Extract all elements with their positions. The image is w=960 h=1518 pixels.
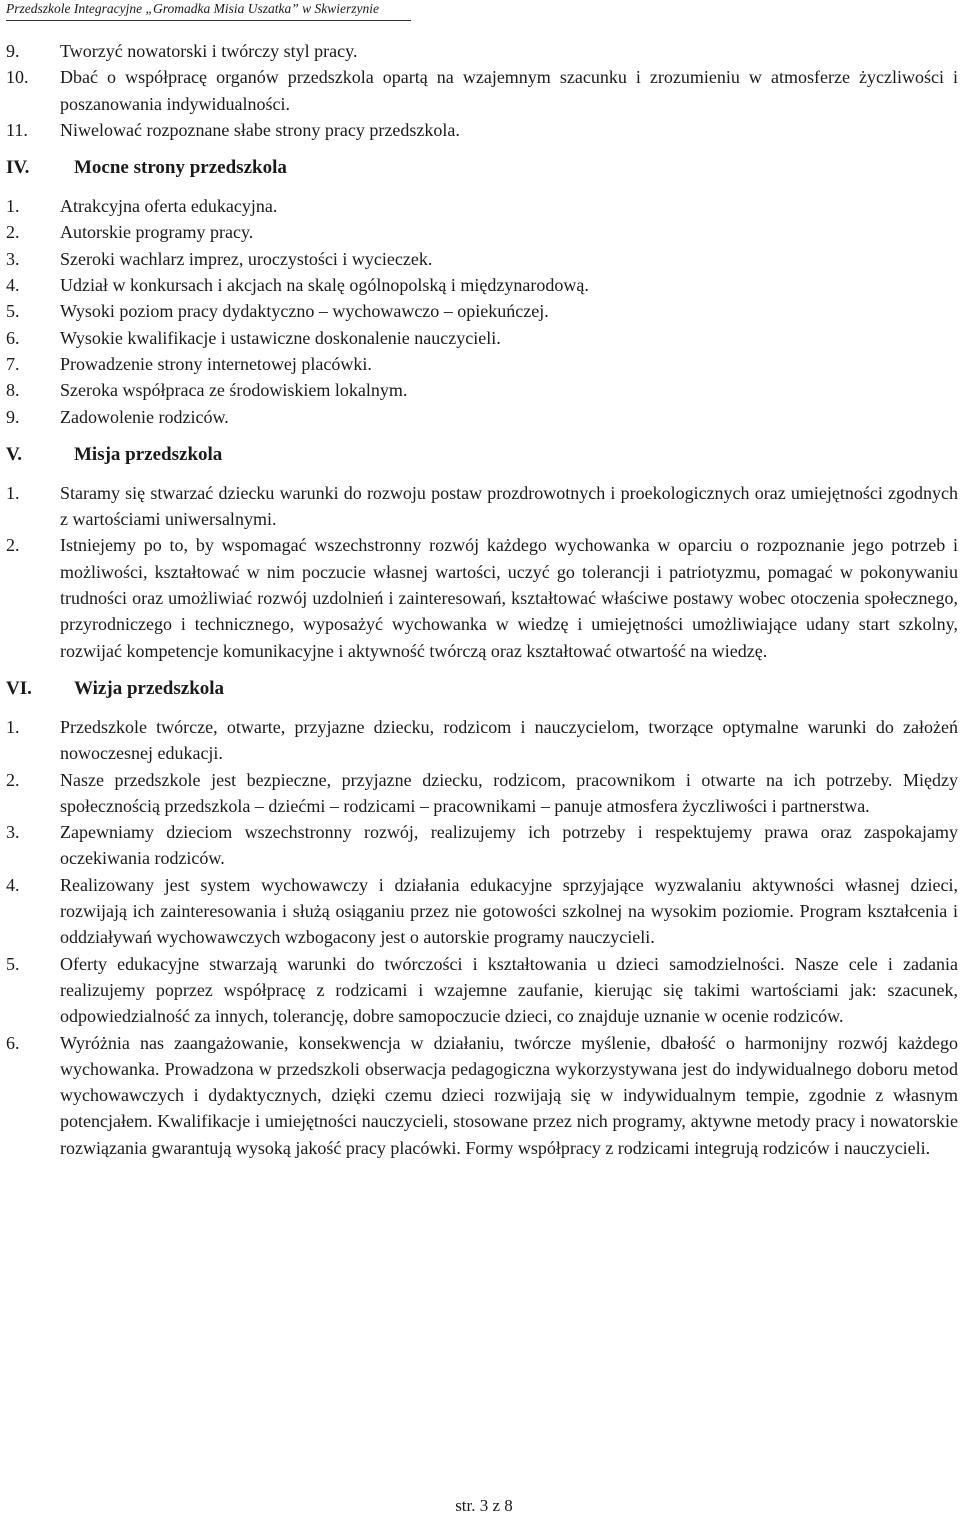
list-item [6,246,958,272]
section-number: VI. [6,677,32,699]
list-continued [6,38,958,143]
list-item [6,351,958,377]
document-body [6,38,958,1161]
section-title: Wizja przedszkola [74,677,225,699]
list-number: 4. [6,874,20,895]
list-number: 2. [6,222,20,243]
list-number: 5. [6,301,20,322]
list-item [6,117,958,143]
list-number: 11. [6,119,28,140]
list-item [6,819,958,872]
list-text: Wysokie kwalifikacje i ustawiczne doskonalenie nauczycieli. [60,327,501,348]
list-text: Szeroki wachlarz imprez, uroczystości i wycieczek. [60,248,433,269]
page-header [6,0,411,21]
list-text: Atrakcyjna oferta edukacyjna. [60,196,278,217]
section-number: IV. [6,157,30,179]
list-number: 1. [6,482,20,503]
section-heading-strengths [6,155,958,181]
list-item [6,38,958,64]
list-text: Tworzyć nowatorski i twórczy styl pracy. [60,41,358,61]
list-text: Przedszkole twórcze, otwarte, przyjazne dziecku, rodzicom i nauczycielom, tworzące optymalne warunki do założeń nowoczesnej edukacji. [60,716,958,764]
vision-list [6,714,958,1161]
mission-list [6,480,958,664]
list-text: Wyróżnia nas zaangażowanie, konsekwencja w działaniu, twórcze myślenie, dbałość o harmonijny rozwój każdego wychowanka. Prowadzona w przedszkoli obserwacja pedagogiczna wykorzystywana jest do indywidualnego doboru metod wychowawczych i dydaktycznych, dzięki czemu dzieci rozwijają się w indywidualnym tempie, zgodnie z własnym potencjałem. Kwalifikacje i umiejętności nauczycieli, stosowane przez nich programy, aktywne metody pracy i nowatorskie rozwiązania gwarantują wysoką jakość pracy placówki. Formy współpracy z rodzicami integrują rodziców i nauczycieli. [60,1032,958,1158]
list-item [6,872,958,951]
list-item [6,714,958,767]
list-number: 10. [6,67,29,88]
list-text: Oferty edukacyjne stwarzają warunki do twórczości i kształtowania u dzieci samodzielności. Nasze cele i zadania realizujemy poprzez współpracę z rodzicami i wzajemne zaufanie, kierując się takimi wartościami jak: szacunek, odpowiedzialność za innych, tolerancję, dobre samopoczucie dzieci, co znajduje uznanie w ocenie rodziców. [60,953,958,1027]
section-heading-vision [6,676,958,702]
list-number: 1. [6,196,20,217]
list-item [6,480,958,533]
list-text: Zadowolenie rodziców. [60,406,229,427]
list-number: 4. [6,275,20,296]
list-text: Staramy się stwarzać dziecku warunki do rozwoju postaw prozdrowotnych i proekologicznych oraz umiejętności zgodnych z wartościami uniwersalnymi. [60,482,958,530]
list-number: 3. [6,822,20,843]
list-number: 7. [6,353,20,374]
list-number: 3. [6,248,20,269]
list-number: 5. [6,953,20,974]
list-item [6,532,958,663]
section-title: Misja przedszkola [74,443,223,465]
list-item [6,325,958,351]
section-heading-mission [6,442,958,468]
list-number: 2. [6,535,20,556]
list-text: Wysoki poziom pracy dydaktyczno – wychowawczo – opiekuńczej. [60,301,549,322]
list-text: Niwelować rozpoznane słabe strony pracy przedszkola. [60,119,460,140]
list-number: 1. [6,716,20,737]
list-text: Nasze przedszkole jest bezpieczne, przyjazne dziecku, rodzicom, pracownikom i otwarte na ich potrzeby. Między społecznością przedszkola – dziećmi – rodzicami – pracownikami – panuje atmosfera życzliwości i partnerstwa. [60,769,958,816]
list-number: 8. [6,380,20,401]
strengths-list [6,193,958,430]
list-item [6,219,958,245]
list-number: 9. [6,41,20,61]
list-number: 2. [6,769,20,790]
list-item [6,951,958,1030]
list-item [6,64,958,117]
list-text: Autorskie programy pracy. [60,222,254,243]
list-text: Zapewniamy dzieciom wszechstronny rozwój, realizujemy ich potrzeby i respektujemy prawa oraz zaspokajamy oczekiwania rodziców. [60,822,958,869]
list-text: Prowadzenie strony internetowej placówki. [60,353,372,374]
list-item [6,298,958,324]
list-item [6,193,958,219]
list-text: Udział w konkursach i akcjach na skalę ogólnopolską i międzynarodową. [60,275,589,296]
section-number: V. [6,443,23,465]
list-item [6,404,958,430]
list-number: 6. [6,327,20,348]
list-item [6,767,958,820]
list-text: Istniejemy po to, by wspomagać wszechstronny rozwój każdego wychowanka w oparciu o rozpoznanie jego potrzeb i możliwości, kształtować w nim poczucie własnej wartości, uczyć go tolerancji i patriotyzmu, pomagać w pokonywaniu trudności oraz umożliwiać rozwój uzdolnień i zainteresowań, kształtować właściwe postawy wobec otoczenia społecznego, przyrodniczego i technicznego, wyposażyć wychowanka w wiedzę i umiejętności umożliwiające udany start szkolny, rozwijać kompetencje komunikacyjne i aktywność twórczą oraz kształtować otwartość na wiedzę. [60,535,958,661]
list-text: Szeroka współpraca ze środowiskiem lokalnym. [60,380,408,401]
list-item [6,272,958,298]
header-text: Przedszkole Integracyjne „Gromadka Misia Uszatka” w Skwierzynie [6,1,379,16]
list-item [6,1030,958,1161]
list-text: Dbać o współpracę organów przedszkola opartą na wzajemnym szacunku i zrozumieniu w atmosferze życzliwości i poszanowania indywidualności. [60,67,958,114]
page-number: str. 3 z 8 [455,1496,513,1515]
list-number: 6. [6,1032,20,1053]
section-title: Mocne strony przedszkola [74,157,287,179]
list-number: 9. [6,406,20,427]
list-text: Realizowany jest system wychowawczy i działania edukacyjne sprzyjające wyzwalaniu aktywności własnej dzieci, rozwijają ich zainteresowania i służą osiąganiu przez nie gotowości szkolnej na wysokim poziomie. Program kształcenia i oddziaływań wychowawczych wzbogacony jest o autorskie programy nauczycieli. [60,874,958,948]
list-item [6,377,958,403]
